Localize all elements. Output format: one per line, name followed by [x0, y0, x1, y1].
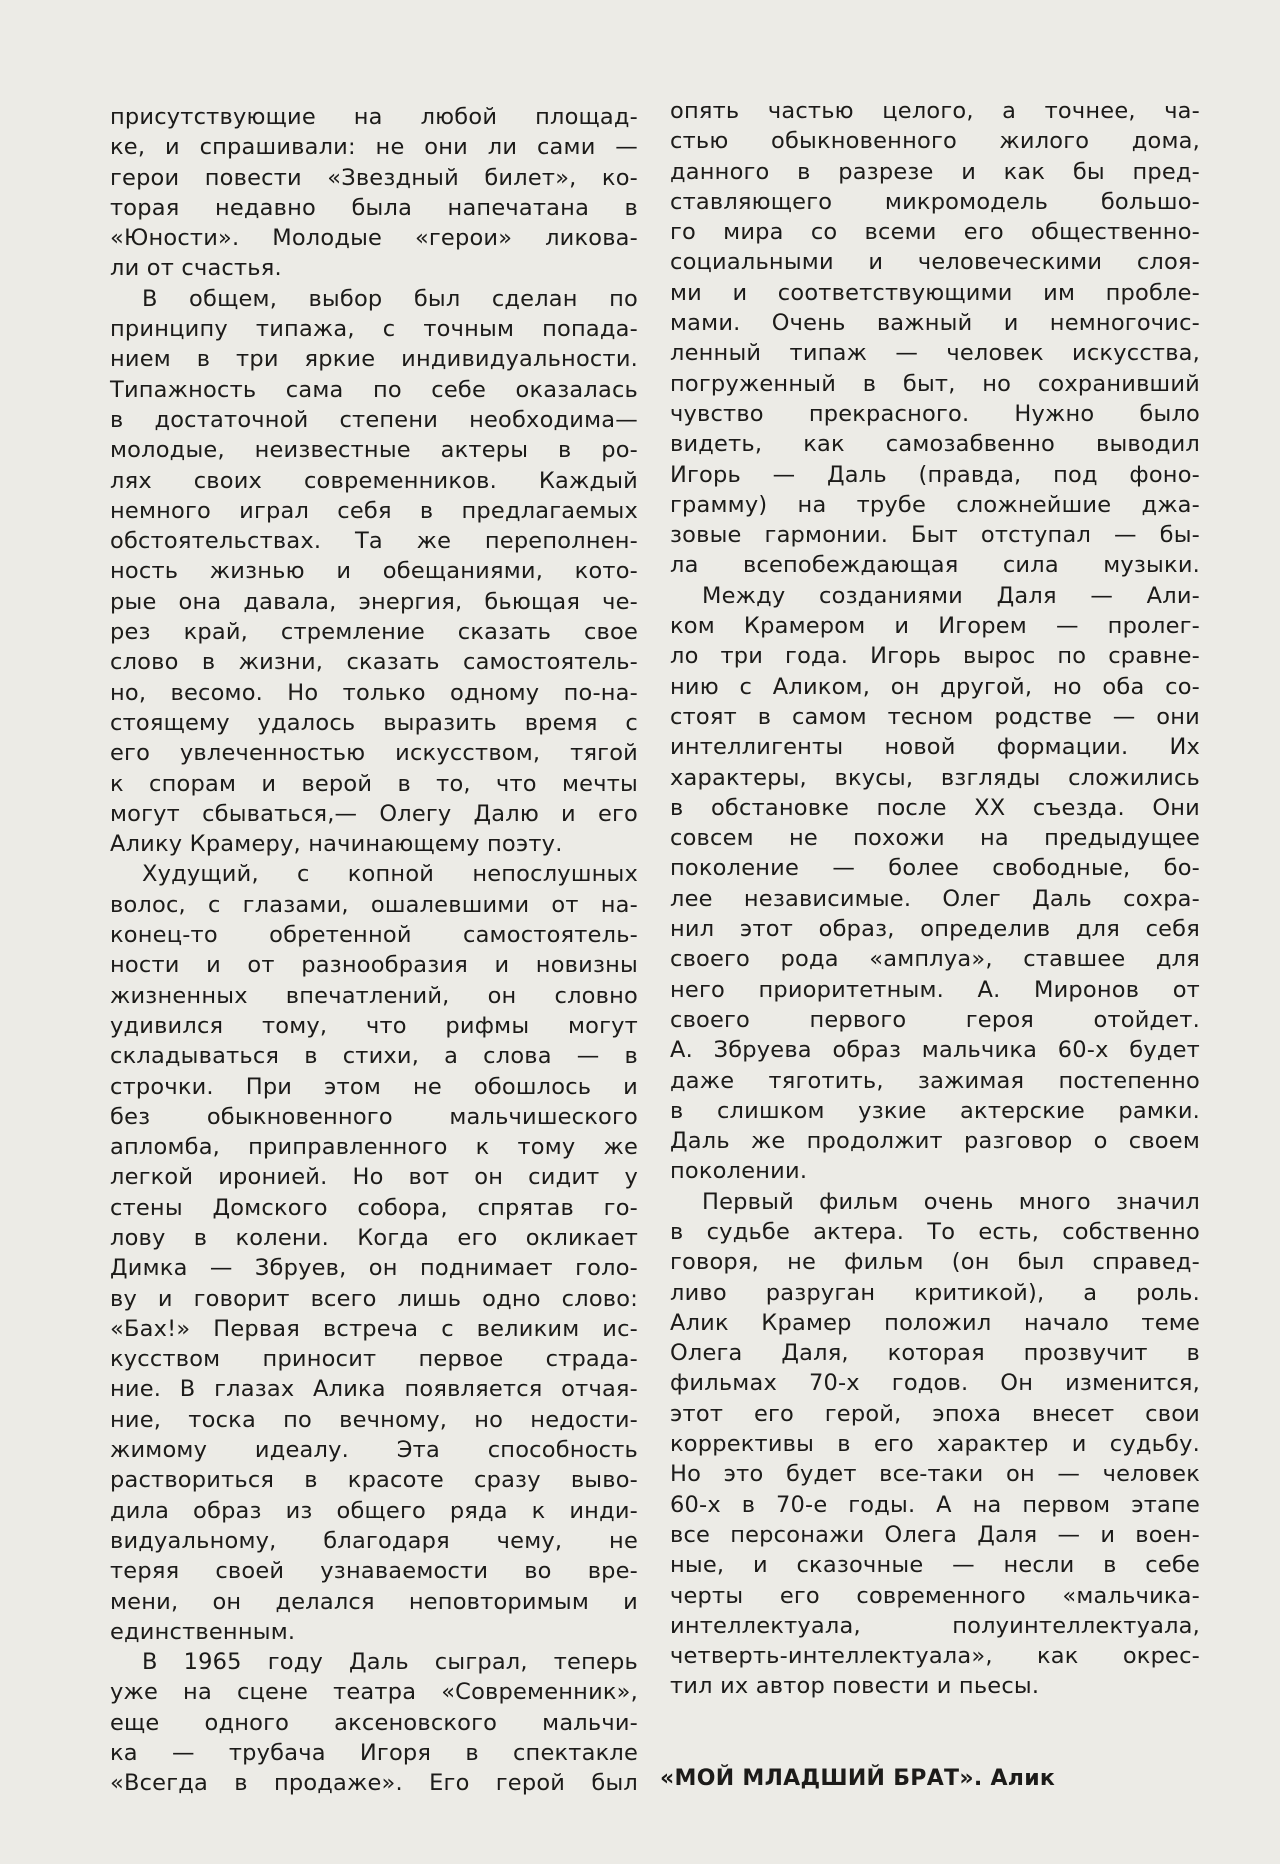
text-line: «Бах!» Первая встреча с великим ис-: [110, 1315, 638, 1342]
text-line: мами. Очень важный и немногочис-: [670, 310, 1200, 337]
text-line: стоящему удалось выразить время с: [110, 709, 638, 736]
text-line: характеры, вкусы, взгляды сложились: [670, 764, 1200, 791]
text-line: ми и соответствующими им пробле-: [670, 279, 1200, 306]
text-line: Игорь — Даль (правда, под фоно-: [670, 461, 1200, 488]
text-line: своего первого героя отойдет.: [670, 1006, 1200, 1033]
text-line: даже тяготить, зажимая постепенно: [670, 1067, 1200, 1094]
text-line: раствориться в красоте сразу выво-: [110, 1467, 638, 1494]
text-line: Димка — Збруев, он поднимает голо-: [110, 1255, 638, 1282]
text-line: Первый фильм очень много значил: [702, 1188, 1200, 1215]
text-line: принципу типажа, с точным попада-: [110, 316, 638, 343]
text-line: жизненных впечатлений, он словно: [110, 982, 638, 1009]
text-line: четверть-интеллектуала», как окрес-: [670, 1643, 1200, 1670]
text-line: единственным.: [110, 1618, 296, 1645]
text-line: «Всегда в продаже». Его герой был: [110, 1770, 638, 1797]
text-line: лях своих современников. Каждый: [110, 467, 638, 494]
right-text-column: [670, 96, 1200, 1702]
text-line: молодые, неизвестные актеры в ро-: [110, 437, 638, 464]
text-line: теряя своей узнаваемости во вре-: [110, 1558, 638, 1585]
text-line: но, весомо. Но только одному по-на-: [110, 679, 638, 706]
text-line: ние, тоска по вечному, но недости-: [110, 1406, 638, 1433]
text-line: ке, и спрашивали: не они ли сами —: [110, 134, 638, 161]
text-line: уже на сцене театра «Современник»,: [110, 1679, 638, 1706]
text-line: него приоритетным. А. Миронов от: [670, 976, 1200, 1003]
text-line: ливо разруган критикой), а роль.: [670, 1279, 1200, 1306]
text-line: грамму) на трубе сложнейшие джа-: [670, 491, 1200, 518]
text-line: дила образ из общего ряда к инди-: [110, 1497, 638, 1524]
text-line: ние. В глазах Алика появляется отчая-: [110, 1376, 638, 1403]
text-line: В общем, выбор был сделан по: [142, 285, 638, 312]
text-line: социальными и человеческими слоя-: [670, 249, 1200, 276]
text-line: поколении.: [670, 1158, 808, 1185]
text-line: могут сбываться,— Олегу Далю и его: [110, 800, 638, 827]
text-line: говоря, не фильм (он был справед-: [670, 1249, 1200, 1276]
text-line: Но это будет все-таки он — человек: [670, 1461, 1200, 1488]
text-line: в достаточной степени необходима—: [110, 406, 638, 433]
text-line: ставляющего микромодель большо-: [670, 188, 1200, 215]
text-line: присутствующие на любой площад-: [110, 104, 638, 130]
text-line: обстоятельствах. Та же переполнен-: [110, 528, 638, 555]
text-line: лову в колени. Когда его окликает: [110, 1224, 638, 1251]
text-line: тил их автор повести и пьесы.: [670, 1673, 1040, 1700]
text-line: ность жизнью и обещаниями, кото-: [110, 558, 638, 585]
text-line: интеллигенты новой формации. Их: [670, 734, 1200, 761]
text-line: нием в три яркие индивидуальности.: [110, 346, 638, 373]
text-line: без обыкновенного мальчишеского: [110, 1103, 638, 1130]
text-line: опять частью целого, а точнее, ча-: [670, 98, 1200, 124]
text-line: А. Збруева образ мальчика 60-х будет: [670, 1037, 1200, 1064]
text-line: коррективы в его характер и судьбу.: [670, 1431, 1200, 1458]
text-line: ности и от разнообразия и новизны: [110, 952, 638, 979]
text-line: погруженный в быт, но сохранивший: [670, 370, 1200, 397]
text-line: чувство прекрасного. Нужно было: [670, 400, 1200, 427]
left-text-column: [110, 102, 638, 1799]
text-line: апломба, приправленного к тому же: [110, 1134, 638, 1161]
text-line: легкой иронией. Но вот он сидит у: [110, 1164, 638, 1191]
text-line: черты его современного «мальчика-: [670, 1582, 1200, 1609]
text-line: ленный типаж — человек искусства,: [670, 340, 1200, 367]
text-line: строчки. При этом не обошлось и: [110, 1073, 638, 1100]
text-line: данного в разрезе и как бы пред-: [670, 158, 1200, 185]
text-line: еще одного аксеновского мальчи-: [110, 1709, 638, 1736]
text-line: ком Крамером и Игорем — пролег-: [670, 613, 1200, 640]
text-line: ву и говорит всего лишь одно слово:: [110, 1285, 638, 1312]
text-line: 60-х в 70-е годы. А на первом этапе: [670, 1491, 1200, 1518]
text-line: зовые гармонии. Быт отступал — бы-: [670, 522, 1200, 549]
text-line: ла всепобеждающая сила музыки.: [670, 552, 1200, 579]
text-line: к спорам и верой в то, что мечты: [110, 770, 638, 797]
text-line: Олега Даля, которая прозвучит в: [670, 1340, 1200, 1367]
text-line: все персонажи Олега Даля — и воен-: [670, 1521, 1200, 1548]
text-line: в обстановке после XX съезда. Они: [670, 794, 1200, 821]
text-line: кусством приносит первое страда-: [110, 1346, 638, 1373]
text-line: фильмах 70-х годов. Он изменится,: [670, 1370, 1200, 1397]
text-line: ло три года. Игорь вырос по сравне-: [670, 643, 1200, 670]
text-line: рез край, стремление сказать свое: [110, 619, 638, 646]
text-line: Типажность сама по себе оказалась: [110, 376, 638, 403]
text-line: волос, с глазами, ошалевшими от на-: [110, 891, 638, 918]
text-line: конец-то обретенной самостоятель-: [110, 922, 638, 949]
text-line: стоят в самом тесном родстве — они: [670, 703, 1200, 730]
text-line: интеллектуала, полуинтеллектуала,: [670, 1612, 1200, 1639]
text-line: стены Домского собора, спрятав го-: [110, 1194, 638, 1221]
text-line: немного играл себя в предлагаемых: [110, 497, 638, 524]
photo-caption: «МОЙ МЛАДШИЙ БРАТ». Алик: [660, 1766, 1056, 1791]
text-line: Даль же продолжит разговор о своем: [670, 1128, 1200, 1155]
text-line: Алик Крамер положил начало теме: [670, 1309, 1200, 1336]
text-line: нию с Аликом, он другой, но оба со-: [670, 673, 1200, 700]
text-line: ли от счастья.: [110, 255, 282, 282]
text-line: видуальному, благодаря чему, не: [110, 1527, 638, 1554]
text-line: ные, и сказочные — несли в себе: [670, 1552, 1200, 1579]
text-line: торая недавно была напечатана в: [110, 194, 638, 221]
text-line: видеть, как самозабвенно выводил: [670, 431, 1200, 458]
text-line: герои повести «Звездный билет», ко-: [110, 164, 638, 191]
text-line: совсем не похожи на предыдущее: [670, 825, 1200, 852]
text-line: удивился тому, что рифмы могут: [110, 1012, 638, 1039]
text-line: этот его герой, эпоха внесет свои: [670, 1400, 1200, 1427]
text-line: Между созданиями Даля — Али-: [702, 582, 1200, 609]
text-line: жимому идеалу. Эта способность: [110, 1437, 638, 1464]
text-line: рые она давала, энергия, бьющая че-: [110, 588, 638, 615]
text-line: в слишком узкие актерские рамки.: [670, 1097, 1200, 1124]
text-line: Худущий, с копной непослушных: [142, 861, 638, 888]
text-line: го мира со всеми его общественно-: [670, 219, 1200, 246]
text-line: в судьбе актера. То есть, собственно: [670, 1218, 1200, 1245]
text-line: слово в жизни, сказать самостоятель-: [110, 649, 638, 676]
text-line: поколение — более свободные, бо-: [670, 855, 1200, 882]
text-line: ка — трубача Игоря в спектакле: [110, 1740, 638, 1767]
text-line: стью обыкновенного жилого дома,: [670, 128, 1200, 155]
text-line: Алику Крамеру, начинающему поэту.: [110, 831, 563, 858]
text-line: мени, он делался неповторимым и: [110, 1588, 638, 1615]
text-line: В 1965 году Даль сыграл, теперь: [142, 1649, 638, 1676]
text-line: нил этот образ, определив для себя: [670, 916, 1200, 943]
text-line: своего рода «амплуа», ставшее для: [670, 946, 1200, 973]
text-line: складываться в стихи, а слова — в: [110, 1043, 638, 1070]
text-line: лее независимые. Олег Даль сохра-: [670, 885, 1200, 912]
text-line: «Юности». Молодые «герои» ликова-: [110, 225, 638, 252]
text-line: его увлеченностью искусством, тягой: [110, 740, 638, 767]
